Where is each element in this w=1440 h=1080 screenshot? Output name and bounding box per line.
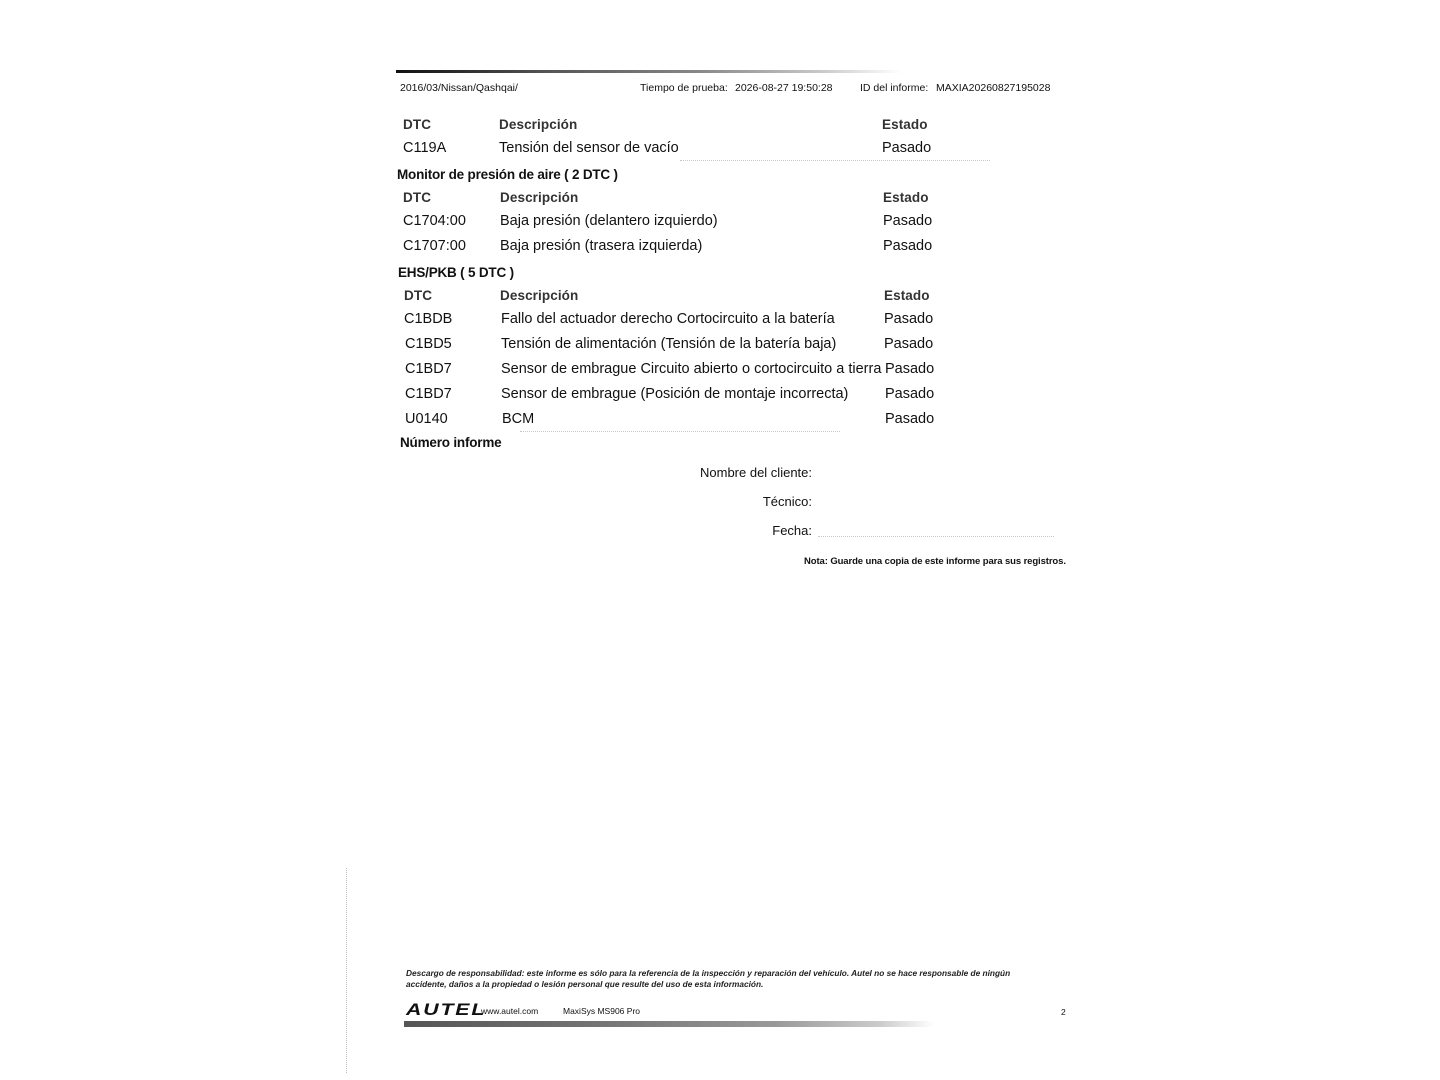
- dtc-status: Pasado: [883, 238, 933, 254]
- dtc-code: C1707:00: [403, 238, 466, 254]
- date-label: Fecha:: [772, 523, 812, 538]
- report-id-label: ID del informe:: [860, 82, 929, 94]
- dtc-description: Baja presión (delantero izquierdo): [500, 213, 718, 229]
- disclaimer: Descargo de responsabilidad: este informe es sólo para la referencia de la inspección y reparación del vehículo. Autel no se hace responsable de ningún accidente, daños a la propiedad o lesión personal que resulte del uso de esta información.: [406, 968, 1011, 989]
- column-header-status: Estado: [883, 190, 929, 205]
- dtc-status: Pasado: [883, 213, 933, 229]
- dtc-status: Pasado: [885, 386, 935, 402]
- scan-noise: [680, 160, 990, 162]
- autel-logo: AUTEL: [406, 1000, 487, 1019]
- dtc-status: Pasado: [885, 361, 935, 377]
- dtc-code: C1704:00: [403, 213, 466, 229]
- dtc-code: C1BD7: [405, 386, 452, 402]
- dtc-status: Pasado: [884, 311, 934, 327]
- dtc-code: C119A: [403, 140, 447, 156]
- dtc-description: Fallo del actuador derecho Cortocircuito a la batería: [501, 311, 835, 327]
- dtc-code: C1BDB: [404, 311, 453, 327]
- dtc-code: C1BD5: [405, 336, 452, 352]
- dtc-description: Baja presión (trasera izquierda): [500, 238, 703, 254]
- column-header-dtc: DTC: [404, 288, 433, 303]
- column-header-dtc: DTC: [403, 117, 432, 132]
- dtc-description: Sensor de embrague (Posición de montaje incorrecta): [501, 386, 849, 402]
- technician-label: Técnico:: [762, 494, 812, 509]
- dtc-description: Tensión del sensor de vacío: [499, 140, 679, 156]
- copy-note: Nota: Guarde una copia de este informe para sus registros.: [804, 556, 1066, 567]
- customer-name-label: Nombre del cliente:: [700, 465, 812, 480]
- column-header-description: Descripción: [499, 117, 578, 132]
- footer-model: MaxiSys MS906 Pro: [563, 1006, 640, 1016]
- dtc-code: C1BD7: [405, 361, 452, 377]
- vehicle-info: 2016/03/Nissan/Qashqai/: [400, 82, 518, 94]
- footer-website: www.autel.com: [481, 1006, 539, 1016]
- scan-noise: [520, 431, 840, 433]
- column-header-status: Estado: [882, 117, 928, 132]
- section-title-ehs-pkb: EHS/PKB ( 5 DTC ): [398, 265, 514, 280]
- column-header-dtc: DTC: [403, 190, 432, 205]
- header-rule: [396, 70, 902, 73]
- dtc-description: Sensor de embrague Circuito abierto o cortocircuito a tierra: [501, 361, 882, 377]
- page-number: 2: [1061, 1007, 1066, 1017]
- section-title-air-pressure: Monitor de presión de aire ( 2 DTC ): [397, 167, 618, 182]
- test-time-value: 2026-08-27 19:50:28: [735, 82, 833, 94]
- dtc-status: Pasado: [885, 411, 935, 427]
- column-header-description: Descripción: [500, 190, 579, 205]
- date-field-line: [818, 536, 1054, 538]
- dtc-description: BCM: [502, 411, 535, 427]
- report-number-title: Número informe: [400, 435, 502, 450]
- dtc-code: U0140: [405, 411, 448, 427]
- dtc-description: Tensión de alimentación (Tensión de la batería baja): [501, 336, 837, 352]
- scan-edge: [346, 868, 348, 1073]
- test-time-label: Tiempo de prueba:: [640, 82, 728, 94]
- dtc-status: Pasado: [884, 336, 934, 352]
- footer-rule: [404, 1021, 934, 1027]
- report-id-value: MAXIA20260827195028: [936, 82, 1051, 94]
- column-header-description: Descripción: [500, 288, 579, 303]
- dtc-status: Pasado: [882, 140, 932, 156]
- column-header-status: Estado: [884, 288, 930, 303]
